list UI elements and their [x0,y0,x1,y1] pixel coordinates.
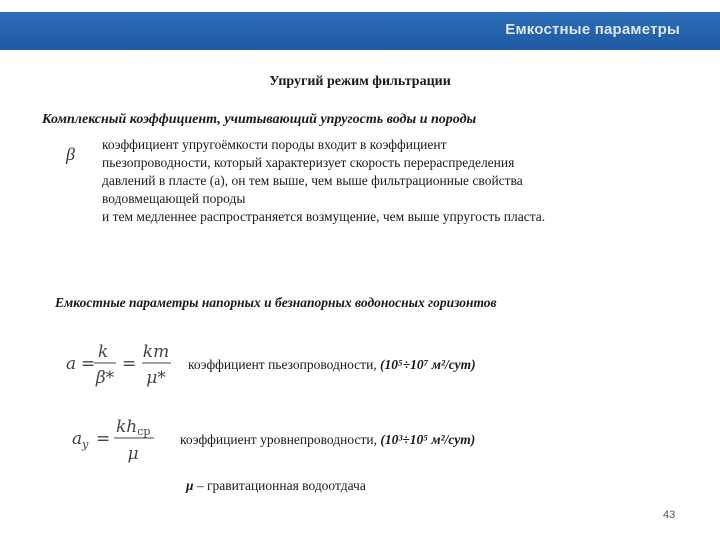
beta-line: пьезопроводности, который характеризует скорость перераспределения [102,155,515,170]
beta-line: давлений в пласте (a), он тем выше, чем выше фильтрационные свойства [102,173,523,188]
formula1-den2: μ* [146,368,166,388]
formula1-den1: β* [95,368,115,388]
formula1-description [188,357,476,373]
beta-symbol: β [66,144,75,164]
formula2-equals: = [96,429,111,449]
header-bar [0,12,720,50]
levelconductivity-formula [70,412,162,466]
formula2-num: khcp [116,417,151,438]
mu-note [186,478,366,494]
formula1-desc-text: коэффициент пьезопроводности, [188,357,377,372]
formula1-num2: km [142,342,170,362]
formula2-den: μ [127,444,139,464]
formula1-equals: = [81,354,96,374]
formula1-lhs: a [66,354,77,374]
formula1-num1: k [97,342,109,362]
mu-note-text: – гравитационная водоотдача [196,478,366,493]
section-heading: Емкостные параметры напорных и безнапорных водоносных горизонтов [55,295,497,310]
beta-line: и тем медленнее распространяется возмущение, чем выше упругость пласта. [102,209,546,224]
formula2-description [180,432,475,448]
beta-description [102,136,662,226]
beta-line: водовмещающей породы [102,191,246,206]
beta-line: коэффициент упругоёмкости породы входит в коэффициент [102,137,447,152]
piezoconductivity-formula [64,338,176,390]
page-number: 43 [663,509,676,521]
formula2-value: (10³÷10⁵ м²/сут) [380,432,476,447]
formula2-desc-text: коэффициент уровнепроводности, [180,432,377,447]
formula1-equals2: = [122,354,137,374]
formula2-lhs: $a_y$ [72,429,89,451]
header-title: Емкостные параметры [505,21,680,38]
intro-heading: Комплексный коэффициент, учитывающий упругость воды и породы [42,112,477,127]
slide-title: Упругий режим фильтрации [269,74,451,89]
formula1-value: (10⁵÷10⁷ м²/сут) [380,357,476,372]
mu-symbol: μ [186,478,194,493]
